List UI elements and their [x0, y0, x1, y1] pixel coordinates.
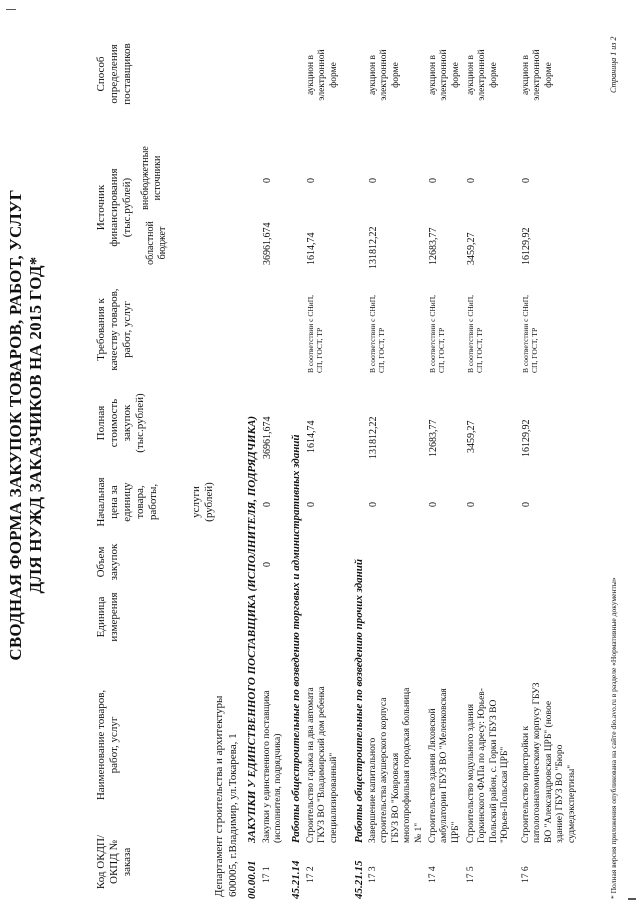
row-price: 0 [306, 502, 317, 507]
row-regional: 16129,92 [521, 227, 532, 265]
row-cost: 3459,27 [466, 420, 477, 453]
row-requirements: В соответствии с СНиП, СП, ГОСТ, ТР [368, 294, 387, 373]
row-cost: 1614,74 [306, 420, 317, 453]
row-price: 0 [428, 502, 439, 507]
row-regional: 1614,74 [306, 232, 317, 265]
header-requirements: Требования к качеству товаров, работ, услуг [95, 288, 133, 371]
row-offbudget: 0 [368, 178, 379, 183]
row-number: 17 1 [262, 866, 272, 883]
row-number: 17 6 [521, 866, 531, 883]
row-cost: 16129,92 [521, 419, 532, 457]
row-cost: 12683,77 [428, 419, 439, 457]
section-code: 00.00.01 [246, 860, 258, 899]
header-volume: Объем закупок [95, 543, 120, 581]
row-cost: 131812,22 [368, 416, 379, 459]
row-method: аукцион в электронной форме [428, 49, 461, 101]
row-method: аукцион в электронной форме [306, 49, 339, 101]
row-name: Завершение капитального строительства акушерского корпуса ГБУЗ ВО "Ковровская многопрофильная городская больница № 1" [368, 687, 424, 843]
header-start-price: Начальная цена за единицу товара, работы, [95, 477, 159, 527]
row-name: Строительство модульного здания Горкинского ФАПа по адресу: Юрьев-Польский район, с. Горки ГБУЗ ВО "Юрьев-Польская ЦРБ" [466, 688, 511, 843]
row-regional: 12683,77 [428, 227, 439, 265]
header-start-price-sub: услуги (рублей) [190, 482, 215, 522]
row-offbudget: 0 [306, 178, 317, 183]
row-number: 17 2 [306, 866, 316, 883]
row-regional: 131812,22 [368, 226, 379, 269]
footer-note: * Полная версия приложения опубликована на сайте dio.avo.ru в разделе «Нормативные документы» [609, 577, 618, 899]
document-subtitle: ДЛЯ НУЖД ЗАКАЗЧИКОВ НА 2015 ГОД* [26, 256, 45, 594]
row-number: 17 3 [368, 866, 378, 883]
row-price: 0 [368, 502, 379, 507]
row-method: аукцион в электронной форме [368, 49, 401, 101]
row-name: Строительство пристройки к патологоанатомическому корпусу ГБУЗ ВО "Александровская ЦРБ" (новое здание) ГБУЗ ВО "Бюро судмедэкспертизы" [521, 682, 577, 843]
row-offbudget: 0 [262, 178, 273, 183]
row-regional: 36961,674 [262, 222, 273, 265]
scan-mark [628, 898, 636, 900]
header-full-cost: Полная стоимость закупок (тыс.рублей) [95, 393, 146, 453]
organization-address: 600005, г.Владимир, ул.Токарева, 1 [227, 733, 239, 897]
section-title: Работы общестроительные по возведению торговых и административных зданий [290, 434, 302, 843]
section-title: Работы общестроительные по возведению прочих зданий [353, 558, 365, 843]
section-code: 45.21.14 [290, 860, 302, 899]
organization-name: Департамент строительства и архитектуры [213, 695, 225, 897]
row-method: аукцион в электронной форме [466, 49, 499, 101]
row-regional: 3459,27 [466, 232, 477, 265]
row-requirements: В соответствии с СНиП, СП, ГОСТ, ТР [466, 294, 485, 373]
header-code: Код ОКДП/ ОКПД № заказа [95, 834, 133, 890]
row-name: Закупки у единственного поставщика (исполнителя, подрядчика) [262, 690, 284, 843]
header-source-regional: областной бюджет [145, 221, 168, 265]
row-requirements: В соответствии с СНиП, СП, ГОСТ, ТР [428, 294, 447, 373]
header-method: Способ определения поставщиков [95, 43, 133, 105]
row-price: 0 [262, 502, 273, 507]
row-name: Строительство гаража на два автомата ГКУЗ ВО "Владимирский дом ребенка специализированный" [306, 686, 339, 843]
section-code: 45.21.15 [353, 860, 365, 899]
row-volume: 0 [262, 562, 273, 567]
row-offbudget: 0 [428, 178, 439, 183]
row-method: аукцион в электронной форме [521, 49, 554, 101]
document-title: СВОДНАЯ ФОРМА ЗАКУПОК ТОВАРОВ, РАБОТ, УСЛУГ [6, 189, 25, 661]
page-number: Страница 1 из 2 [609, 36, 618, 93]
row-offbudget: 0 [521, 178, 532, 183]
row-cost: 36961,674 [262, 416, 273, 459]
row-offbudget: 0 [466, 178, 477, 183]
row-price: 0 [466, 502, 477, 507]
row-number: 17 4 [428, 866, 438, 883]
scan-mark [6, 9, 16, 10]
row-requirements: В соответствии с СНиП, СП, ГОСТ, ТР [521, 294, 540, 373]
header-source: Источник финансирования (тыс.рублей) [95, 168, 133, 247]
header-source-offbudget: внебюджетные источники [140, 146, 163, 210]
row-price: 0 [521, 502, 532, 507]
header-name: Наименование товаров, работ, услуг [95, 689, 120, 801]
section-title: ЗАКУПКИ У ЕДИНСТВЕННОГО ПОСТАВЩИКА (ИСПОЛНИТЕЛЯ, ПОДРЯДЧИКА) [246, 415, 258, 843]
row-requirements: В соответствии с СНиП, СП, ГОСТ, ТР [306, 294, 325, 373]
header-unit: Единица измерения [95, 592, 120, 642]
row-name: Строительство здания Ляховской амбулатории ГБУЗ ВО "Меленковская ЦРБ" [428, 688, 461, 843]
row-number: 17 5 [466, 866, 476, 883]
